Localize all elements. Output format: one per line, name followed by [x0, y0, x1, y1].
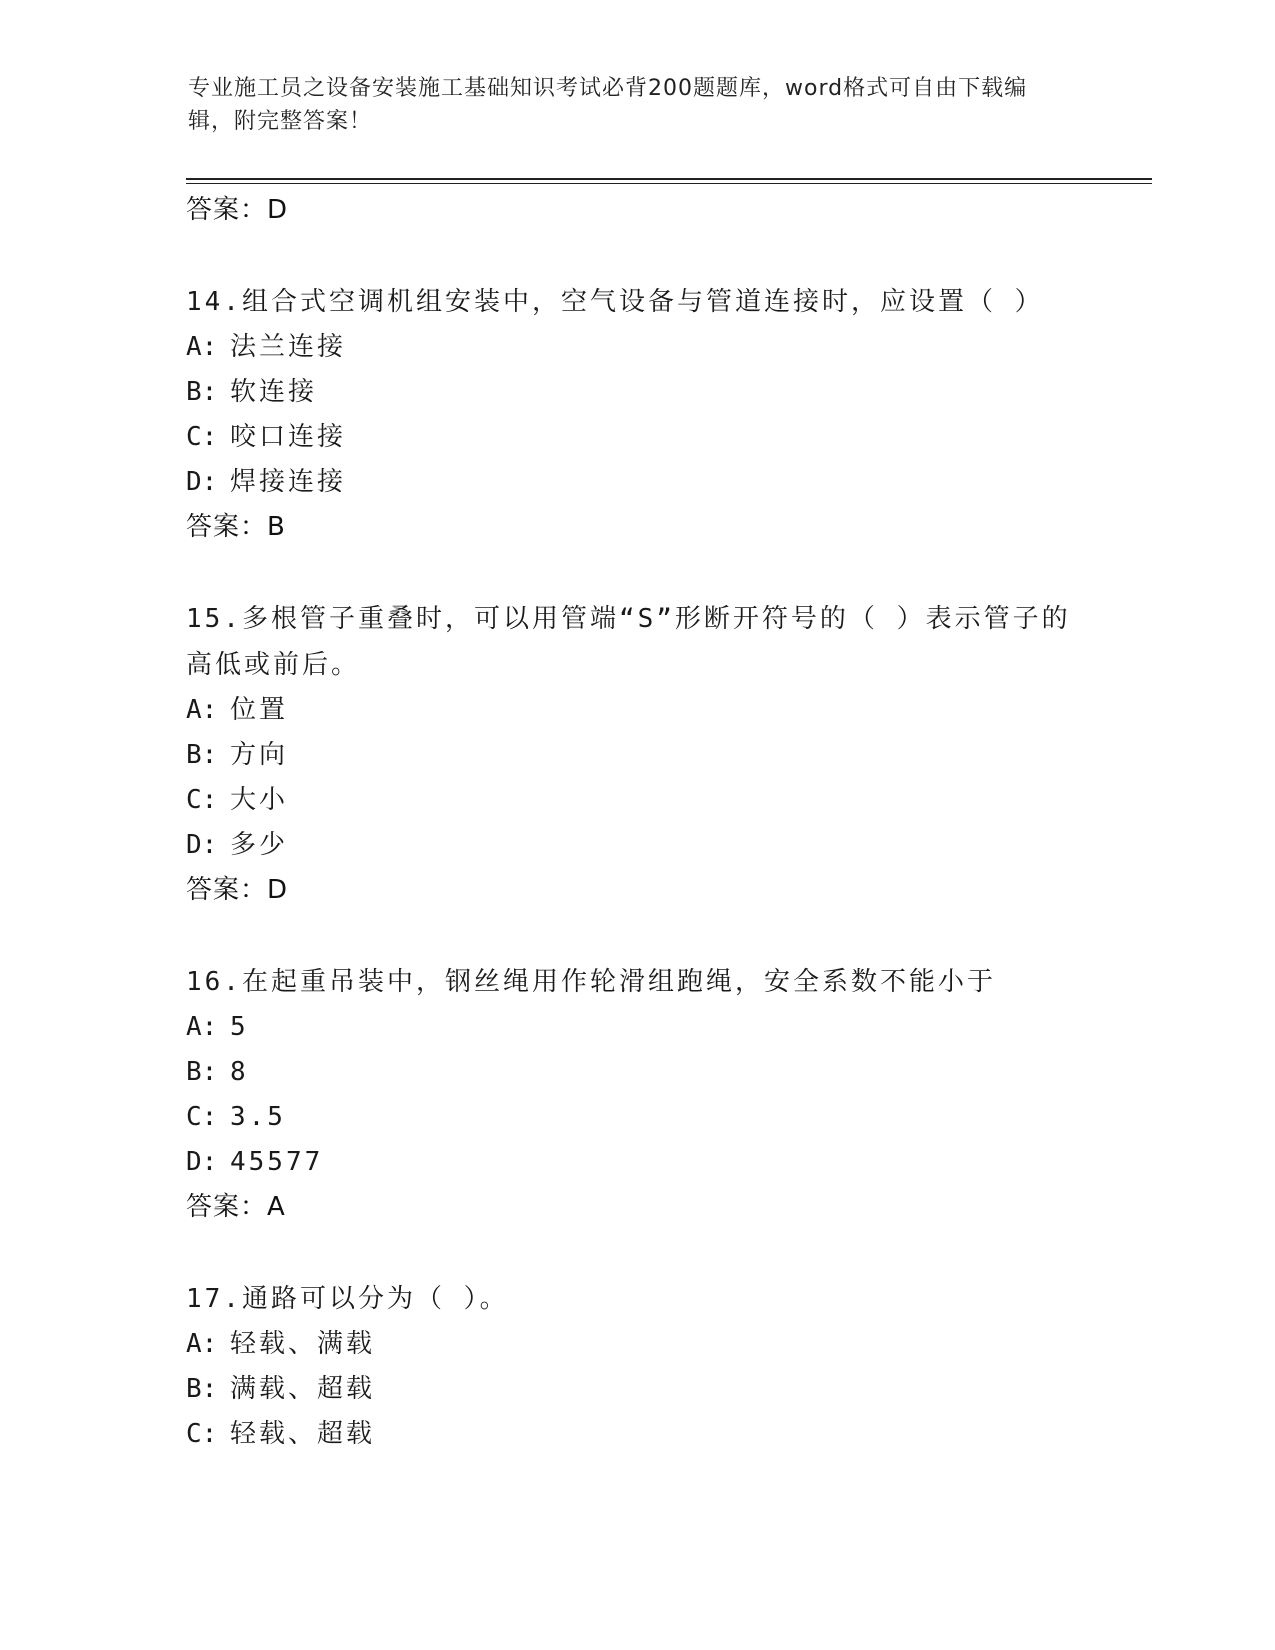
option-key: D:: [186, 830, 218, 860]
spacer: [186, 233, 1086, 279]
option-text: 位置: [230, 695, 289, 725]
option-key: D:: [186, 467, 218, 497]
option-key: A:: [186, 332, 218, 362]
option-text: 45577: [230, 1147, 324, 1177]
option-c: [186, 1095, 1086, 1140]
option-text: 软连接: [230, 377, 318, 407]
option-key: A:: [186, 1329, 218, 1359]
option-text: 轻载、满载: [230, 1329, 376, 1359]
option-b: [186, 733, 1086, 778]
question-list: [186, 188, 1086, 1457]
question-text: 16.在起重吊装中，钢丝绳用作轮滑组跑绳，安全系数不能小于: [186, 967, 996, 997]
option-key: B:: [186, 1374, 218, 1404]
option-a: [186, 325, 1086, 370]
spacer: [186, 1230, 1086, 1276]
option-text: 咬口连接: [230, 422, 347, 452]
answer-line: 答案：A: [186, 1192, 286, 1222]
question-text: 17.通路可以分为（ ）。: [186, 1284, 509, 1314]
option-b: [186, 1050, 1086, 1095]
option-text: 满载、超载: [230, 1374, 376, 1404]
option-text: 3.5: [230, 1102, 286, 1132]
option-key: A:: [186, 1012, 218, 1042]
option-text: 5: [230, 1012, 249, 1042]
option-d: [186, 823, 1086, 868]
answer-line: 答案：D: [186, 875, 289, 905]
option-a: [186, 1005, 1086, 1050]
option-text: 多少: [230, 830, 289, 860]
question-16: [186, 959, 1086, 1230]
option-a: [186, 688, 1086, 733]
option-d: [186, 460, 1086, 505]
option-key: C:: [186, 1419, 218, 1449]
option-text: 大小: [230, 785, 289, 815]
answer-line: 答案：D: [186, 195, 289, 225]
option-key: D:: [186, 1147, 218, 1177]
question-14: [186, 279, 1086, 550]
option-key: C:: [186, 422, 218, 452]
question-text: 15.多根管子重叠时，可以用管端“S”形断开符号的（ ）表示管子的高低或前后。: [186, 604, 1071, 680]
option-c: [186, 415, 1086, 460]
option-text: 方向: [230, 740, 289, 770]
option-c: [186, 1412, 1086, 1457]
option-text: 8: [230, 1057, 249, 1087]
answer-line: 答案：B: [186, 512, 286, 542]
spacer: [186, 550, 1086, 596]
option-d: [186, 1140, 1086, 1185]
document-header: 专业施工员之设备安装施工基础知识考试必背200题题库，word格式可自由下载编辑，附完整答案！: [188, 76, 1028, 134]
option-b: [186, 1367, 1086, 1412]
header-divider-thin: [186, 183, 1152, 184]
question-15: [186, 596, 1086, 913]
spacer: [186, 913, 1086, 959]
option-key: C:: [186, 1102, 218, 1132]
question-text: 14.组合式空调机组安装中，空气设备与管道连接时，应设置（ ）: [186, 287, 1044, 317]
option-key: B:: [186, 1057, 218, 1087]
option-key: B:: [186, 377, 218, 407]
option-text: 法兰连接: [230, 332, 347, 362]
option-key: C:: [186, 785, 218, 815]
option-key: B:: [186, 740, 218, 770]
header-divider-thick: [186, 178, 1152, 180]
question-17: [186, 1276, 1086, 1457]
option-text: 轻载、超载: [230, 1419, 376, 1449]
option-key: A:: [186, 695, 218, 725]
option-b: [186, 370, 1086, 415]
option-a: [186, 1322, 1086, 1367]
option-c: [186, 778, 1086, 823]
option-text: 焊接连接: [230, 467, 347, 497]
